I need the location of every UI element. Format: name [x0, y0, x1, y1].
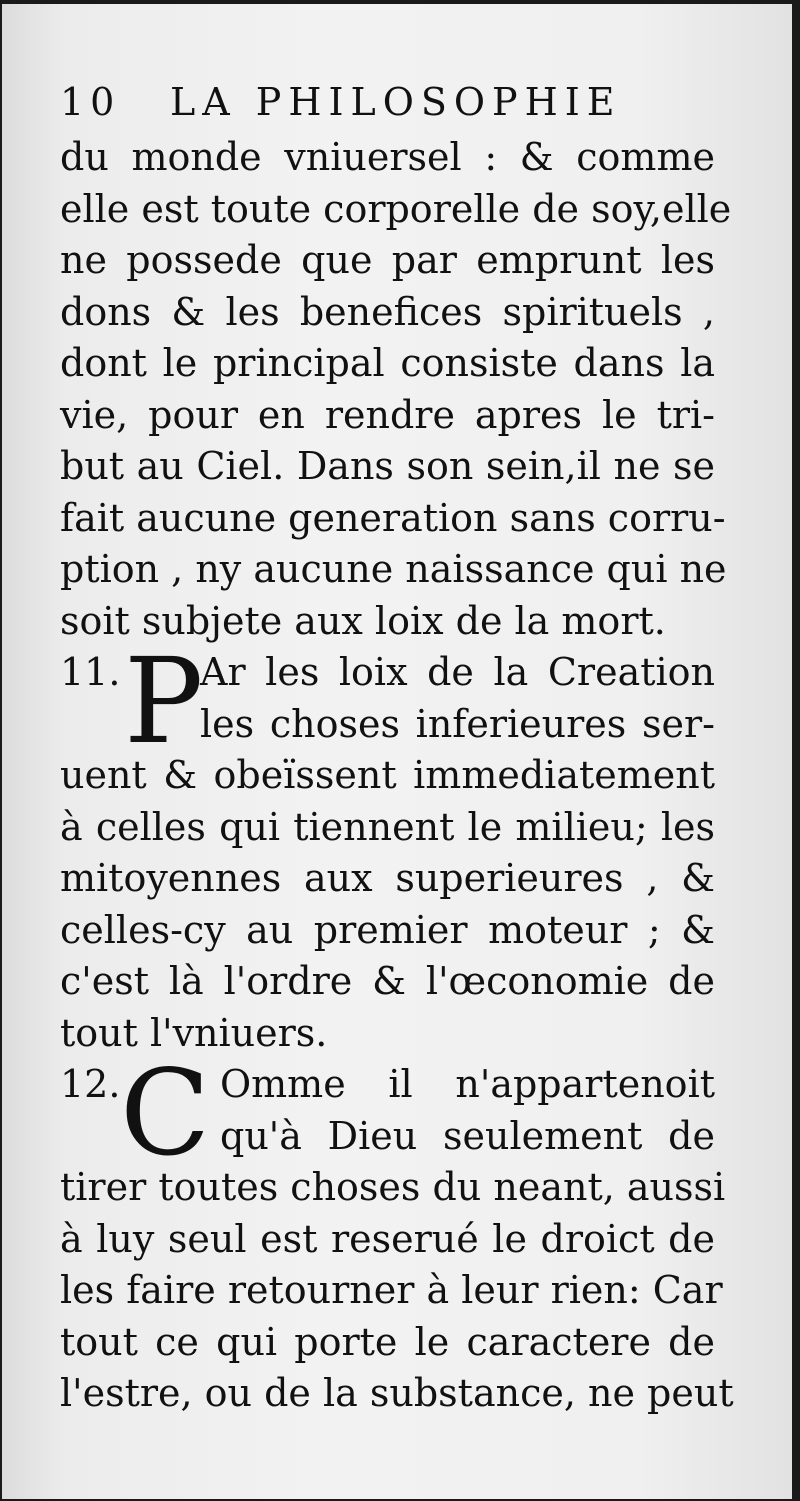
text-line: tout ce qui porte le caractere de: [60, 1319, 715, 1364]
text-line: celles-cy au premier moteur ; &: [60, 907, 715, 952]
text-line: Ar les loix de la Creation: [200, 650, 715, 694]
text-line: dons & les benefices spirituels ,: [60, 289, 715, 334]
body-text: [60, 132, 734, 1420]
text-line: l'estre, ou de la substance, ne peut: [60, 1371, 734, 1415]
text-line: soit subjete aux loix de la mort.: [60, 598, 666, 643]
paragraph-number: 12.: [60, 1062, 121, 1106]
text-line: les choses inferieures ser-: [200, 701, 715, 746]
text-line: du monde vniuersel : & comme: [60, 135, 715, 179]
text-line: but au Ciel. Dans son sein,il ne se: [60, 444, 715, 488]
drop-cap-initial: P: [124, 632, 204, 770]
text-line: c'est là l'ordre & l'œconomie de: [60, 959, 715, 1003]
paragraph-12: [60, 1044, 734, 1420]
text-line: uent & obeïssent immediatement: [60, 753, 715, 797]
paragraph-10: [60, 132, 732, 647]
text-line: dont le principal consiste dans la: [60, 341, 715, 385]
paragraph-11: [60, 632, 715, 1059]
book-page: [2, 4, 792, 1499]
text-line: ption , ny aucune naissance qui ne: [60, 547, 727, 591]
text-line: ne possede que par emprunt les: [60, 238, 715, 282]
text-line: tout l'vniuers.: [60, 1010, 328, 1055]
text-line: mitoyennes aux superieures , &: [60, 856, 715, 900]
drop-cap-line: [60, 1111, 715, 1163]
text-line: tirer toutes choses du neant, aussi: [60, 1165, 726, 1209]
text-line: qu'à Dieu seulement de: [220, 1113, 715, 1158]
paragraph-number: 11.: [60, 650, 121, 694]
running-head-title: LA PHILOSOPHIE: [170, 80, 622, 124]
text-line: à luy seul est reserué le droict de: [60, 1216, 715, 1261]
text-line: elle est toute corporelle de soy,elle: [60, 186, 732, 231]
text-line: Omme il n'appartenoit: [220, 1062, 715, 1106]
page-number: 10: [60, 80, 121, 124]
drop-cap-line: [60, 699, 715, 751]
text-line: fait aucune generation sans corru-: [60, 495, 726, 540]
running-head: [60, 76, 740, 132]
text-line: les faire retourner à leur rien: Car: [60, 1268, 723, 1312]
text-line: vie, pour en rendre apres le tri-: [60, 392, 715, 437]
text-line: à celles qui tiennent le milieu; les: [60, 804, 715, 849]
drop-cap-initial: C: [120, 1044, 211, 1182]
